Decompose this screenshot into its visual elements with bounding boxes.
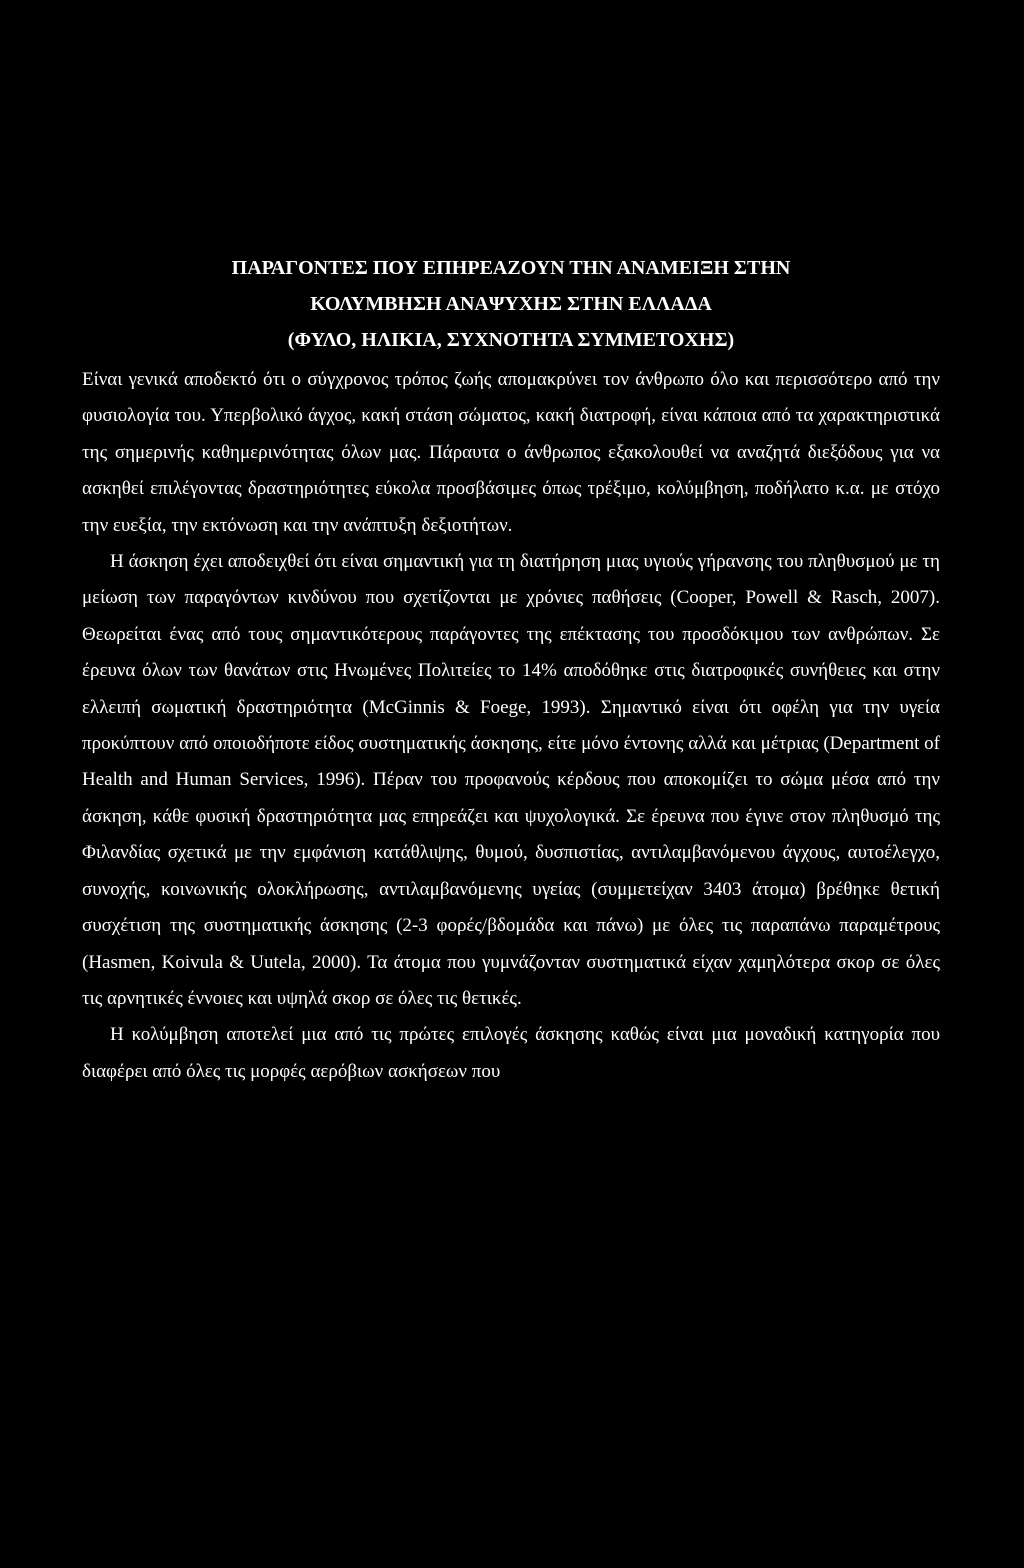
paragraph-intro: Είναι γενικά αποδεκτό ότι ο σύγχρονος τρόπος ζωής απομακρύνει τον άνθρωπο όλο και περισσότερο από την φυσιολογία του. Υπερβολικό άγχος, κακή στάση σώματος, κακή διατροφή, είναι κάποια από τα χαρακτηριστικά της σημερινής καθημερινότητας όλων μας. Πάραυτα ο άνθρωπος εξακολουθεί να αναζητά διεξόδους για να ασκηθεί επιλέγοντας δραστηριότητες εύκολα προσβάσιμες όπως τρέξιμο, κολύμβηση, ποδήλατο κ.α. με στόχο την ευεξία, την εκτόνωση και την ανάπτυξη δεξιοτήτων.: [82, 369, 940, 536]
paragraph-swimming: Η κολύμβηση αποτελεί μια από τις πρώτες επιλογές άσκησης καθώς είναι μια μοναδική κατηγορία που διαφέρει από όλες τις μορφές αερόβιων ασκήσεων που: [82, 1024, 940, 1082]
title-line-2: ΚΟΛΥΜΒΗΣΗ ΑΝΑΨΥΧΗΣ ΣΤΗΝ ΕΛΛΑΔΑ: [310, 293, 712, 315]
document-title: [82, 250, 940, 358]
document-page: [82, 250, 940, 1090]
title-line-3: (ΦΥΛΟ, ΗΛΙΚΙΑ, ΣΥΧΝΟΤΗΤΑ ΣΥΜΜΕΤΟΧΗΣ): [287, 329, 735, 351]
paragraph-exercise-health: Η άσκηση έχει αποδειχθεί ότι είναι σημαντική για τη διατήρηση μιας υγιούς γήρανσης του πληθυσμού με τη μείωση των παραγόντων κινδύνου που σχετίζονται με χρόνιες παθήσεις (Cooper, Powell & Rasch, 2007). Θεωρείται ένας από τους σημαντικότερους παράγοντες της επέκτασης του προσδόκιμου των ανθρώπων. Σε έρευνα όλων των θανάτων στις Ηνωμένες Πολιτείες το 14% αποδόθηκε στις διατροφικές συνήθειες και στην ελλειπή σωματική δραστηριότητα (McGinnis & Foege, 1993). Σημαντικό είναι ότι οφέλη για την υγεία προκύπτουν από οποιοδήποτε είδος συστηματικής άσκησης, είτε μόνο έντονης αλλά και μέτριας (Department of Health and Human Services, 1996). Πέραν του προφανούς κέρδους που αποκομίζει το σώμα μέσα από την άσκηση, κάθε φυσική δραστηριότητα μας επηρεάζει και ψυχολογικά. Σε έρευνα που έγινε στον πληθυσμό της Φιλανδίας σχετικά με την εμφάνιση κατάθλιψης, θυμού, δυσπιστίας, αντιλαμβανόμενου άγχους, αυτοέλεγχο, συνοχής, κοινωνικής ολοκλήρωσης, αντιλαμβανόμενης υγείας (συμμετείχαν 3403 άτομα) βρέθηκε θετική συσχέτιση της συστηματικής άσκησης (2-3 φορές/βδομάδα και πάνω) με όλες τις παραπάνω παραμέτρους (Hasmen, Koivula & Uutela, 2000). Τα άτομα που γυμνάζονταν συστηματικά είχαν χαμηλότερα σκορ σε όλες τις αρνητικές έννοιες και υψηλά σκορ σε όλες τις θετικές.: [82, 551, 940, 1009]
title-line-1: ΠΑΡΑΓΟΝΤΕΣ ΠΟΥ ΕΠΗΡΕΑΖΟΥΝ ΤΗΝ ΑΝΑΜΕΙΞΗ ΣΤΗΝ: [231, 257, 791, 279]
